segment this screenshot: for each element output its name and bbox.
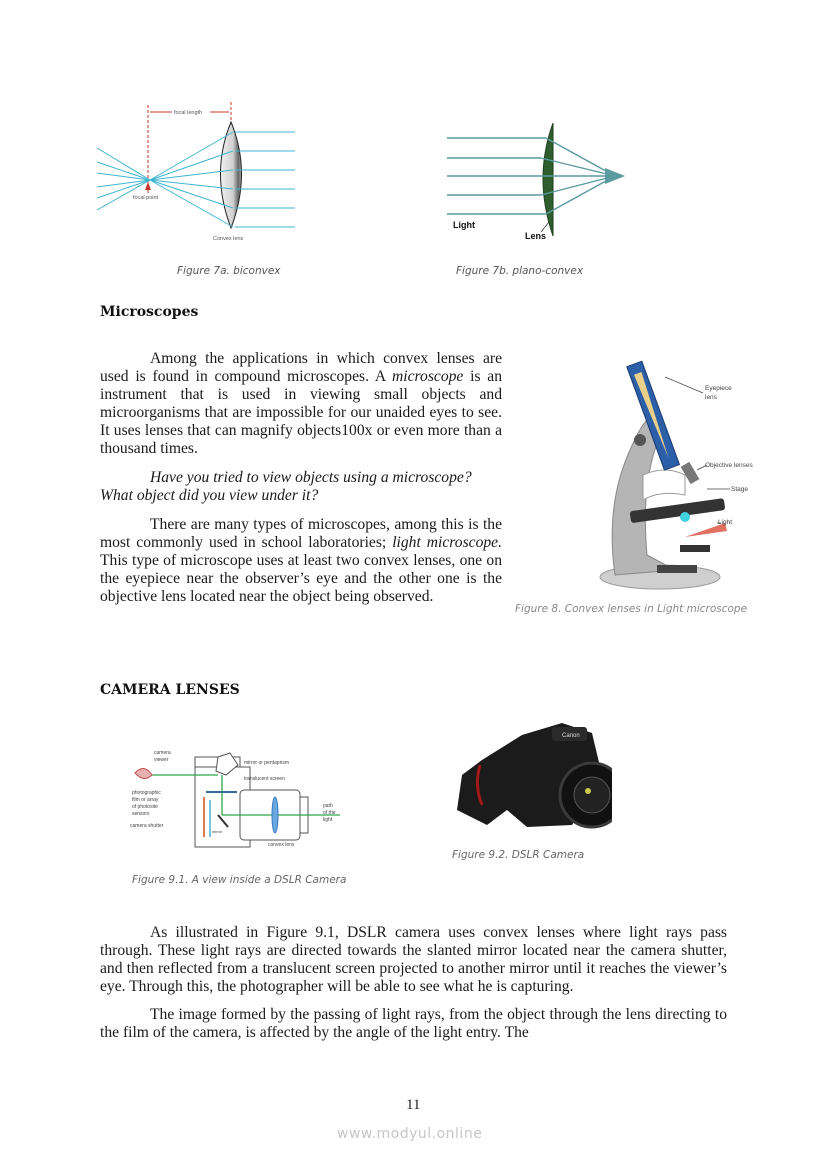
eyepiece-label: Eyepiece [705,385,732,392]
svg-text:camera: camera [154,750,171,756]
svg-text:of the: of the [323,810,336,816]
convex-lens-label: Convex lens [213,236,244,242]
translucent-screen-label: translucent screen [244,776,285,782]
microscope-paragraph-1: Among the applications in which convex lenses are used is found in compound microscopes. A microscope is an instrument that is used in viewing small objects and microorganisms that are impossible for our unaided eyes to see. It uses lenses that can magnify objects100x or even more than a thousand times. [100,350,503,457]
microscopes-text-column [100,350,502,606]
microscope-paragraph-2: There are many types of microscopes, among this is the most commonly used in school laboratories; light microscope. This type of microscope uses at least two convex lenses, one on the eyepiece near the observer’s eye and the other one is the objective lens located near the object being observed. [100,516,502,605]
biconvex-lens-diagram [95,100,300,245]
svg-text:film or array: film or array [132,797,159,803]
watermark: www.modyul.online [337,1126,483,1142]
mirror-pentaprism-label: mirror or pentaprism [244,760,290,766]
camera-shutter-label: camera shutter [130,823,164,829]
figure-7a-biconvex [95,100,300,245]
plano-convex-lens-diagram [445,118,630,243]
figure-8-microscope [585,355,765,595]
svg-text:sensors: sensors [132,811,150,817]
term-microscope: microscope [392,368,464,385]
camera-paragraph-1: As illustrated in Figure 9.1, DSLR camera uses convex lenses where light rays pass through. These light rays are directed towards the slanted mirror located near the camera shutter, and then reflected from a translucent screen projected to another mirror until it reaches the viewer’s eye. Through this, the photographer will be able to see what he is capturing. [100,924,727,995]
convex-lens-label: convex lens [268,842,295,848]
light-microscope-illustration [585,355,765,595]
camera-paragraph-2: The image formed by the passing of light rays, from the object through the lens directing to the film of the camera, is affected by the angle of the light entry. The [100,1006,727,1041]
microscopes-heading: Microscopes [100,304,199,320]
focal-length-label: focal length [174,110,203,116]
svg-text:lens: lens [705,394,717,401]
dslr-camera-photo [452,715,612,840]
camera-text-block [100,924,727,1042]
figure-9-1-caption: Figure 9.1. A view inside a DSLR Camera [132,874,347,886]
svg-text:path: path [323,803,333,809]
mirror-label: mirror [212,829,223,834]
figure-7b-plano-convex [445,118,630,243]
figure-9-2-dslr-camera [452,715,612,840]
figure-9-2-caption: Figure 9.2. DSLR Camera [452,849,585,861]
objective-lenses-label: Objective lenses [705,462,753,469]
figure-8-caption: Figure 8. Convex lenses in Light microscope [515,603,748,615]
dslr-inside-diagram [130,745,345,850]
term-light-microscope: light microscope. [392,534,502,551]
light-label: Light [453,220,475,230]
figure-9-1-dslr-diagram [130,745,345,850]
camera-lenses-heading: CAMERA LENSES [100,682,240,698]
lens-label: Lens [525,231,547,241]
svg-text:light: light [323,817,333,823]
figure-7a-caption: Figure 7a. biconvex [177,265,281,277]
stage-label: Stage [731,486,748,493]
focal-point-label: focal point [133,195,159,201]
camera-brand-label: Canon [562,733,580,739]
light-label: Light [718,519,733,526]
svg-text:viewer: viewer [154,757,169,763]
svg-text:photographic: photographic [132,790,161,796]
figure-7b-caption: Figure 7b. plano-convex [456,265,584,277]
page-number: 11 [406,1097,421,1113]
microscope-question: Have you tried to view objects using a microscope? What object did you view under it? [100,469,472,504]
svg-text:of photosite: of photosite [132,804,158,810]
